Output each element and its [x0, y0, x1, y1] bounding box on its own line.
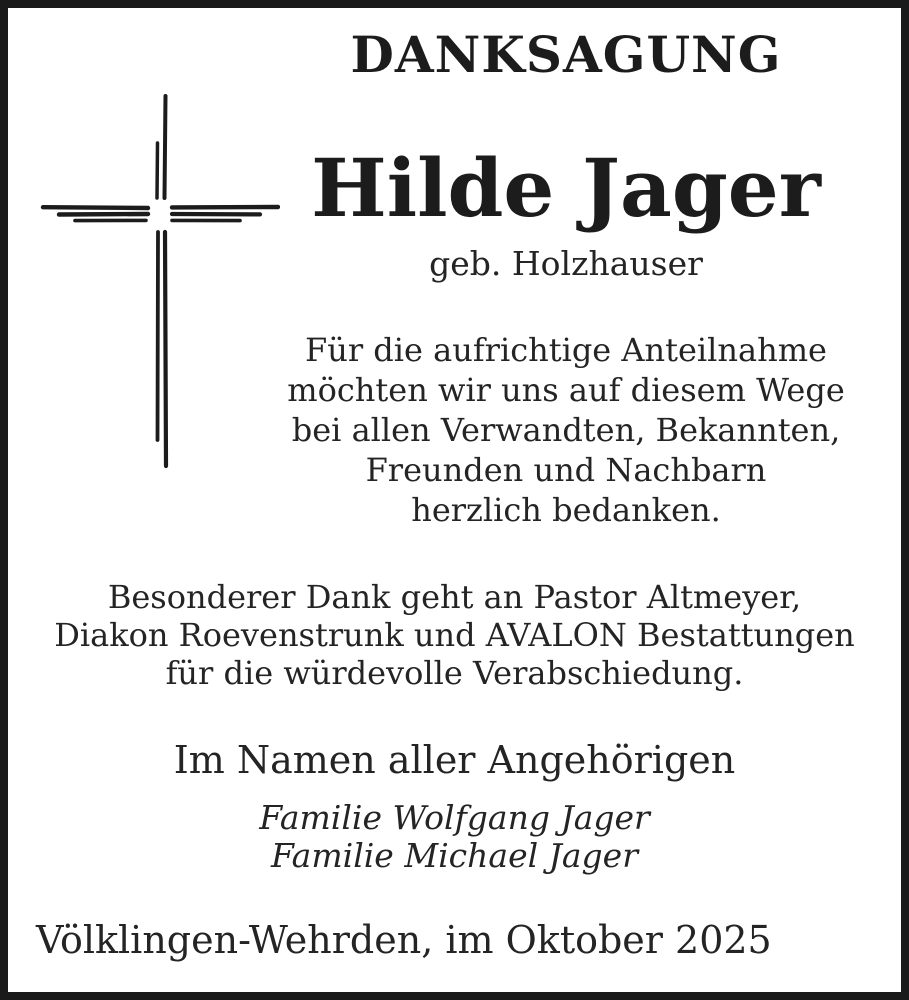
place-date: Völklingen-Wehrden, im Oktober 2025: [36, 918, 772, 962]
thanks-line: Freunden und Nachbarn: [365, 451, 767, 489]
thanks-line: möchten wir uns auf diesem Wege: [287, 371, 845, 409]
family-line: Familie Wolfgang Jager: [259, 798, 650, 837]
thanks-line: herzlich bedanken.: [411, 491, 721, 529]
special-thanks-line: Diakon Roevenstrunk und AVALON Bestattungen: [54, 616, 855, 654]
family-signatures: [8, 799, 901, 875]
thanks-line: Für die aufrichtige Anteilnahme: [305, 331, 827, 369]
closing-line: Im Namen aller Angehörigen: [173, 738, 736, 782]
deceased-name: Hilde Jager: [311, 141, 821, 235]
special-thanks-paragraph: [8, 578, 901, 692]
notice-kicker: DANKSAGUNG: [350, 25, 782, 84]
special-thanks-line: Besonderer Dank geht an Pastor Altmeyer,: [107, 578, 802, 616]
family-line: Familie Michael Jager: [271, 836, 638, 875]
maiden-name: geb. Holzhauser: [429, 244, 703, 283]
thanks-line: bei allen Verwandten, Bekannten,: [291, 411, 841, 449]
special-thanks-line: für die würdevolle Verabschiedung.: [165, 654, 744, 692]
thanks-paragraph: [233, 330, 899, 530]
